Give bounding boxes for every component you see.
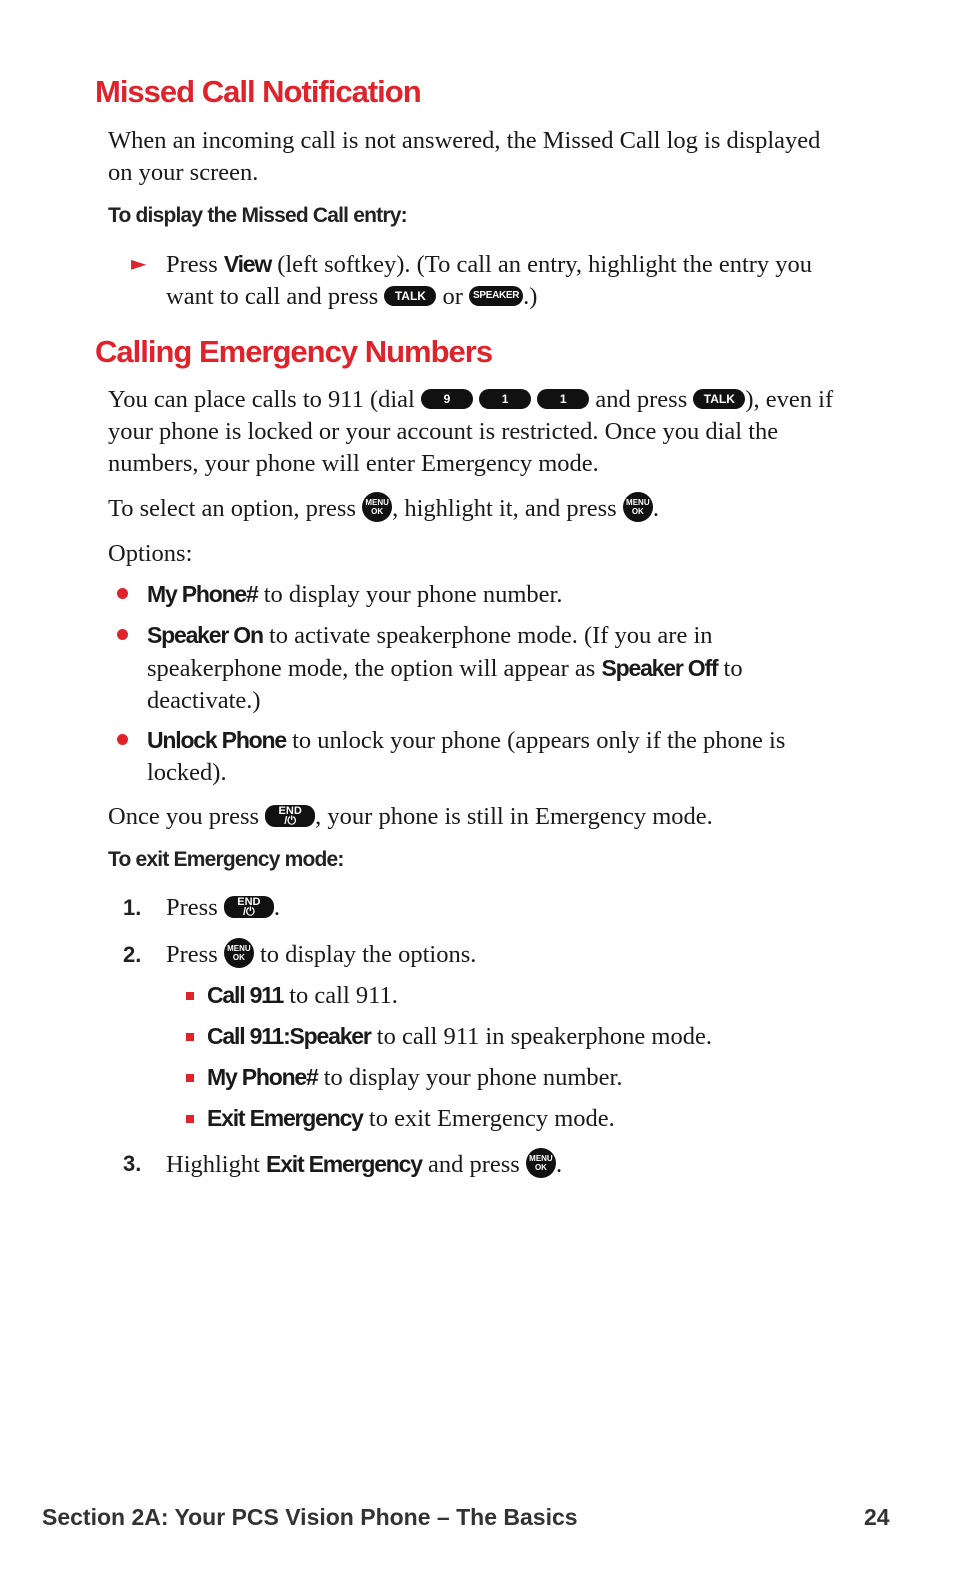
talk-key-icon: TALK xyxy=(693,389,745,409)
bullet-square-icon xyxy=(186,992,194,1000)
missed-call-subheading: To display the Missed Call entry: xyxy=(108,204,407,227)
bullet-dot-icon xyxy=(117,588,128,599)
speaker-key-icon: SPEAKER xyxy=(469,286,523,306)
page-number: 24 xyxy=(864,1504,890,1530)
emergency-intro: You can place calls to 911 (dial 9 1 1 and press TALK ), even if your phone is locked or your account is restricted. Once you dial the numbers, your phone will enter Emergency mode. xyxy=(108,386,834,477)
exit-step-3: Highlight Exit Emergency and press MENU OK . xyxy=(166,1148,846,1181)
sub-option-call-911: Call 911 to call 911. xyxy=(207,982,398,1009)
menu-ok-key-icon: MENU OK xyxy=(362,492,392,522)
exit-emergency-subheading: To exit Emergency mode: xyxy=(108,848,344,871)
options-label: Options: xyxy=(108,540,193,567)
key-1-icon: 1 xyxy=(479,389,531,409)
end-power-key-icon: END /⏻ xyxy=(265,805,315,827)
talk-key-icon: TALK xyxy=(384,286,436,306)
heading-emergency: Calling Emergency Numbers xyxy=(95,334,493,369)
key-9-icon: 9 xyxy=(421,389,473,409)
step-number: 3. xyxy=(123,1151,142,1176)
exit-step-2: Press MENU OK to display the options. xyxy=(166,939,846,971)
option-my-phone: My Phone# to display your phone number. xyxy=(147,581,563,608)
step-number: 1. xyxy=(123,895,142,920)
bullet-dot-icon xyxy=(117,629,128,640)
select-option-text: To select an option, press MENU OK , highlight it, and press MENU OK . xyxy=(108,493,848,525)
arrow-bullet-icon: ► xyxy=(131,251,147,275)
menu-ok-key-icon: MENU OK xyxy=(526,1148,556,1178)
view-softkey-label: View xyxy=(223,251,272,277)
end-power-key-icon: END /⏻ xyxy=(224,896,274,918)
sub-option-exit-emergency: Exit Emergency to exit Emergency mode. xyxy=(207,1105,615,1132)
step-number: 2. xyxy=(123,942,142,967)
sub-option-my-phone: My Phone# to display your phone number. xyxy=(207,1064,623,1091)
missed-call-step: Press View (left softkey). (To call an entry, highlight the entry you want to call and press TALK or SPEAKER .) xyxy=(166,251,813,310)
key-1-icon: 1 xyxy=(537,389,589,409)
bullet-square-icon xyxy=(186,1033,194,1041)
heading-missed-call: Missed Call Notification xyxy=(95,74,421,109)
sub-option-call-911-speaker: Call 911:Speaker to call 911 in speakerphone mode. xyxy=(207,1023,712,1050)
option-unlock-phone: Unlock Phone to unlock your phone (appears only if the phone is locked). xyxy=(147,727,786,786)
option-speaker-on: Speaker On to activate speakerphone mode. (If you are in speakerphone mode, the option will appear as Speaker Off to deactivate.) xyxy=(147,622,743,714)
missed-call-intro: When an incoming call is not answered, the Missed Call log is displayed on your screen. xyxy=(108,127,821,186)
bullet-dot-icon xyxy=(117,734,128,745)
exit-step-1: Press END /⏻ . xyxy=(166,894,280,921)
menu-ok-key-icon: MENU OK xyxy=(623,492,653,522)
footer-section-title: Section 2A: Your PCS Vision Phone – The Basics xyxy=(42,1504,578,1530)
bullet-square-icon xyxy=(186,1115,194,1123)
menu-ok-key-icon: MENU OK xyxy=(224,938,254,968)
bullet-square-icon xyxy=(186,1074,194,1082)
once-you-press-text: Once you press END /⏻ , your phone is still in Emergency mode. xyxy=(108,803,713,830)
